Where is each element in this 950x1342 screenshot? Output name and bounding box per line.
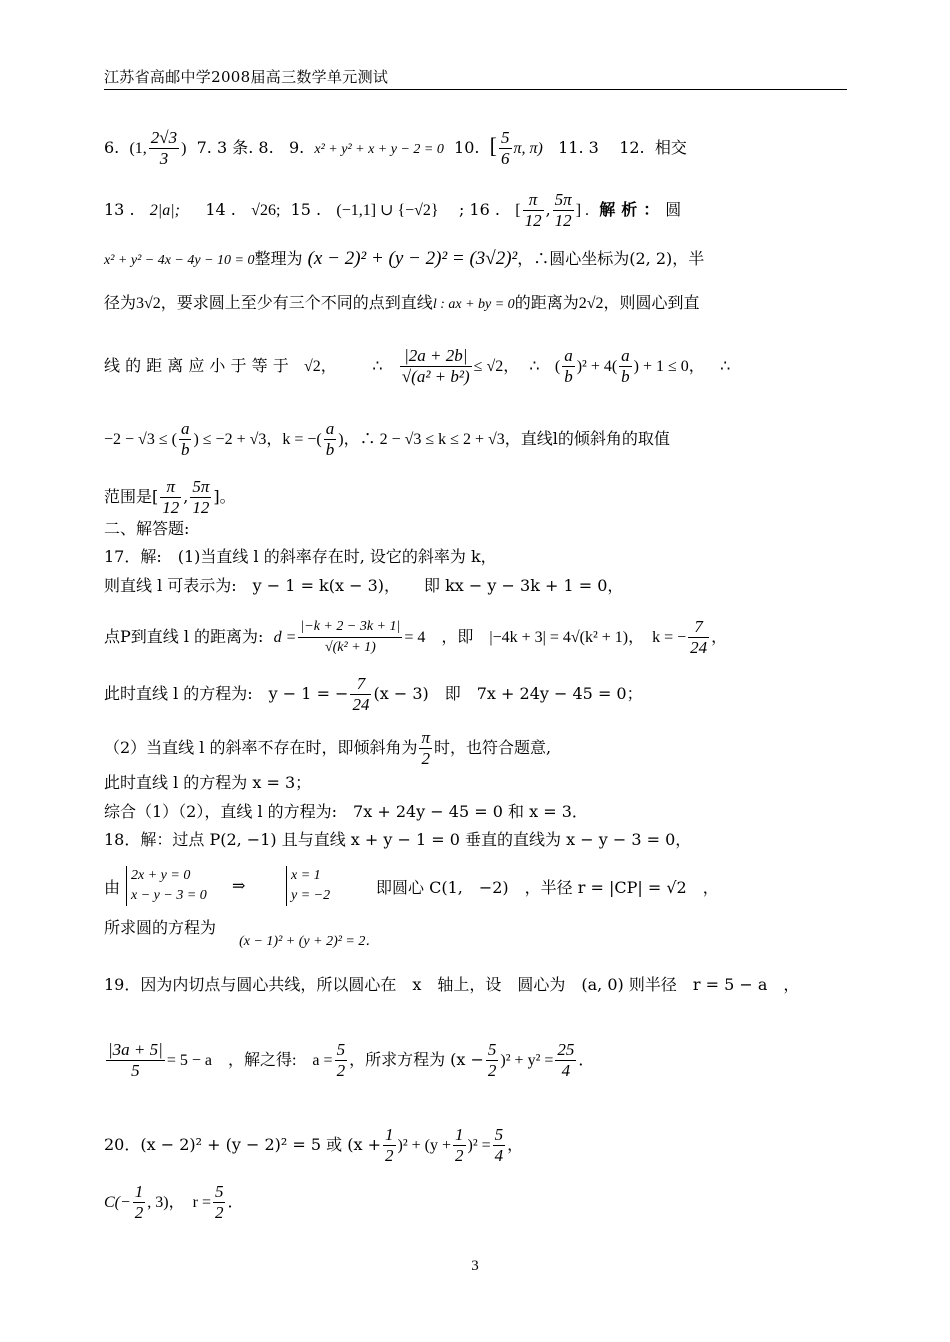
answers-line-1: 6. (1, $\frac{2√3}{3}$ ) 7. 3 条. 8. 9. x² + y² + x + y − 2 = 0 10. [ $\frac{5}{6}$ π, π) 11. 3 12. 相交 (104, 128, 687, 168)
q15-answer: (−1,1] ∪ {−√2} (336, 202, 439, 219)
analysis-label: 解析： (599, 200, 666, 219)
s17-line-g: 综合（1）（2），直线 l 的方程为: 7x + 24y − 45 = 0 和 x = 3． (104, 802, 588, 821)
answers-line-6: −2 − √3 ≤ ( $\frac{a}{b}$ ) ≤ −2 + √3，k = −( $\frac{a}{b}$ )，∴ 2 − √3 ≤ k ≤ 2 + √3，直线l的倾斜角的取值 (104, 419, 670, 459)
s19-line-a: 19．因为内切点与圆心共线，所以圆心在 x 轴上，设 圆心为 (a, 0) 则半径 r = 5 − a ， (104, 975, 800, 994)
s20-line-b: C(− $\frac{1}{2}$ , 3)， r = $\frac{5}{2}$ ． (104, 1182, 244, 1222)
section-title: 二、解答题: (104, 519, 190, 538)
q6-fraction: $\frac{2√3}{3}$ (150, 128, 178, 168)
s17-line-c: 点P到直线 l 的距离为: d = $\frac{|-k + 2 - 3k + 1|}{\text{√(k² + 1)}}$ = 4 ，即 |−4k + 3| = 4√(k² + 1)， k = − $\frac{7}{24}$ ， (104, 617, 728, 657)
q11-answer: 11. 3 (558, 138, 599, 157)
s19-line-b: $\frac{|3a + 5|}{5}$ = 5 − a ，解之得: a = $\frac{5}{2}$ ，所求方程为 (x − $\frac{5}{2}$ )² + y² = $\frac{25}{4}$ ． (108, 1040, 595, 1080)
answers-line-4: 径为3√2，要求圆上至少有三个不同的点到直线l : ax + by = 0的距离为2√2，则圆心到直 (104, 293, 700, 312)
q9-equation: x² + y² + x + y − 2 = 0 (314, 142, 444, 157)
s17-line-e: （2）当直线 l 的斜率不存在时，即倾斜角为 $\frac{\pi}{2}$ 时，也符合题意, (104, 728, 552, 768)
q16-fraction-1: $\frac{\pi}{12}$ (524, 190, 542, 230)
q12-label: 12. (619, 138, 645, 157)
document-page: 江苏省高邮中学2008届高三数学单元测试 6. (1, $\frac{2√3}{3}$ ) 7. 3 条. 8. 9. x² + y² + x + y − 2 = 0 10. [ $\frac{5}{6}$ π, π) 11. 3 12. 相交 13 . 2|a|; 14 . √26; 15 . (−1,1] ∪ {−√2} ; 16 . [ $\frac{\pi}{12}$ , $\frac{5\pi}{12}$ ] . 解析：圆 x² + y² − 4x − 4y − 10 = 0整理为 (x − 2)² + (y − 2)² = (3√2)²，∴圆心坐标为(2, 2)，半 径为3√2，要求圆上至少有三个不同的点到直线l : ax + by = 0的距离为2√2，则圆心到直 线 的 距 离 应 小 于 等 于 √2， ∴ $\frac{|2a + 2b|}{\text{√(a² + b²)}}$ ≤ √2， ∴ ( $\frac{a}{b}$ )² + 4( $\frac{a}{b}$ ) + 1 ≤ 0， ∴ −2 − √3 ≤ ( $\frac{a}{b}$ ) ≤ −2 + √3，k = −( $\frac{a}{b}$ )，∴ 2 − √3 ≤ k ≤ 2 + √3，直线l的倾斜角的取值 范围是[ $\frac{\pi}{12}$ , $\frac{5\pi}{12}$ ]。 二、解答题: 17．解: (1)当直线 l 的斜率存在时, 设它的斜率为 k， 则直线 l 可表示为: y − 1 = k(x − 3)， 即 kx − y − 3k + 1 = 0， 点P到直线 l 的距离为: d = $\frac{|-k + 2 - 3k + 1|}{\text{√(k² + 1)}}$ = 4 ，即 |−4k + 3| = 4√(k² + 1)， k = − $\frac{7}{24}$ ， 此时直线 l 的方程为: y − 1 = − $\frac{7}{24}$ (x − 3) 即 7x + 24y − 45 = 0； （2）当直线 l 的斜率不存在时，即倾斜角为 $\frac{\pi}{2}$ 时，也符合题意, 此时直线 l 的方程为 x = 3； 综合（1）（2），直线 l 的方程为: 7x + 24y − 45 = 0 和 x = 3． 18．解：过点 P(2, −1) 且与直线 x + y − 1 = 0 垂直的直线为 x − y − 3 = 0， 由 2x + y = 0 x − y − 3 = 0 ⇒ x = 1 y = −2 即圆心 C(1, −2) ，半径 r = |CP| = √2 ， 所求圆的方程为 (x − 1)² + (y + 2)² = 2． 19．因为内切点与圆心共线，所以圆心在 x 轴上，设 圆心为 (a, 0) 则半径 r = 5 − a ， $\frac{|3a + 5|}{5}$ = 5 − a ，解之得: a = $\frac{5}{2}$ ，所求方程为 (x − $\frac{5}{2}$ )² + y² = $\frac{25}{4}$ ． 20．(x − 2)² + (y − 2)² = 5 或 (x + $\frac{1}{2}$ )² + (y + $\frac{1}{2}$ )² = $\frac{5}{4}$ ， C(− $\frac{1}{2}$ , 3)， r = $\frac{5}{2}$ ． 3 (0, 0, 950, 1342)
system-of-equations: 2x + y = 0 x − y − 3 = 0 (126, 866, 207, 906)
system-solution: x = 1 y = −2 (286, 866, 330, 906)
q10-label: 10. (454, 138, 480, 157)
answers-line-3: x² + y² − 4x − 4y − 10 = 0整理为 (x − 2)² + (y − 2)² = (3√2)²，∴圆心坐标为(2, 2)，半 (104, 248, 705, 269)
answers-line-7: 范围是[ $\frac{\pi}{12}$ , $\frac{5\pi}{12}$ ]。 (104, 477, 236, 517)
q14-answer: √26; (251, 202, 281, 219)
answers-line-2: 13 . 2|a|; 14 . √26; 15 . (−1,1] ∪ {−√2} ; 16 . [ $\frac{\pi}{12}$ , $\frac{5\pi}{12}$ ] . 解析：圆 (104, 190, 682, 230)
s17-line-b: 则直线 l 可表示为: y − 1 = k(x − 3)， 即 kx − y − 3k + 1 = 0， (104, 576, 624, 595)
q12-answer: 相交 (654, 138, 687, 157)
q13-answer: 2|a|; (149, 202, 180, 219)
s17-line-f: 此时直线 l 的方程为 x = 3； (104, 773, 312, 792)
page-header: 江苏省高邮中学2008届高三数学单元测试 (104, 68, 389, 86)
answers-line-5: 线 的 距 离 应 小 于 等 于 √2， ∴ $\frac{|2a + 2b|}{\text{√(a² + b²)}}$ ≤ √2， ∴ ( $\frac{a}{b}$ )² + 4( $\frac{a}{b}$ ) + 1 ≤ 0， ∴ (104, 346, 731, 386)
s17-line-a: 17．解: (1)当直线 l 的斜率存在时, 设它的斜率为 k， (104, 547, 497, 566)
distance-fraction: $\frac{|2a + 2b|}{\text{√(a² + b²)}}$ (401, 346, 470, 386)
q7-q8-answer: 7. 3 条. 8. (196, 138, 274, 157)
s18-line-c: 所求圆的方程为 (x − 1)² + (y + 2)² = 2． (104, 918, 380, 949)
page-number: 3 (471, 1258, 479, 1274)
header-rule (104, 89, 847, 90)
q10-fraction: $\frac{5}{6}$ (501, 128, 510, 168)
q6-label: 6. (104, 138, 120, 157)
s20-line-a: 20．(x − 2)² + (y − 2)² = 5 或 (x + $\frac{1}{2}$ )² + (y + $\frac{1}{2}$ )² = $\frac{5}{4}$ ， (104, 1125, 524, 1165)
q16-fraction-2: $\frac{5\pi}{12}$ (554, 190, 572, 230)
q9-label: 9. (288, 138, 305, 157)
s18-line-a: 18．解：过点 P(2, −1) 且与直线 x + y − 1 = 0 垂直的直线为 x − y − 3 = 0， (104, 830, 692, 849)
s17-line-d: 此时直线 l 的方程为: y − 1 = − $\frac{7}{24}$ (x − 3) 即 7x + 24y − 45 = 0； (104, 674, 643, 714)
q6-answer-open: (1, (129, 140, 147, 157)
